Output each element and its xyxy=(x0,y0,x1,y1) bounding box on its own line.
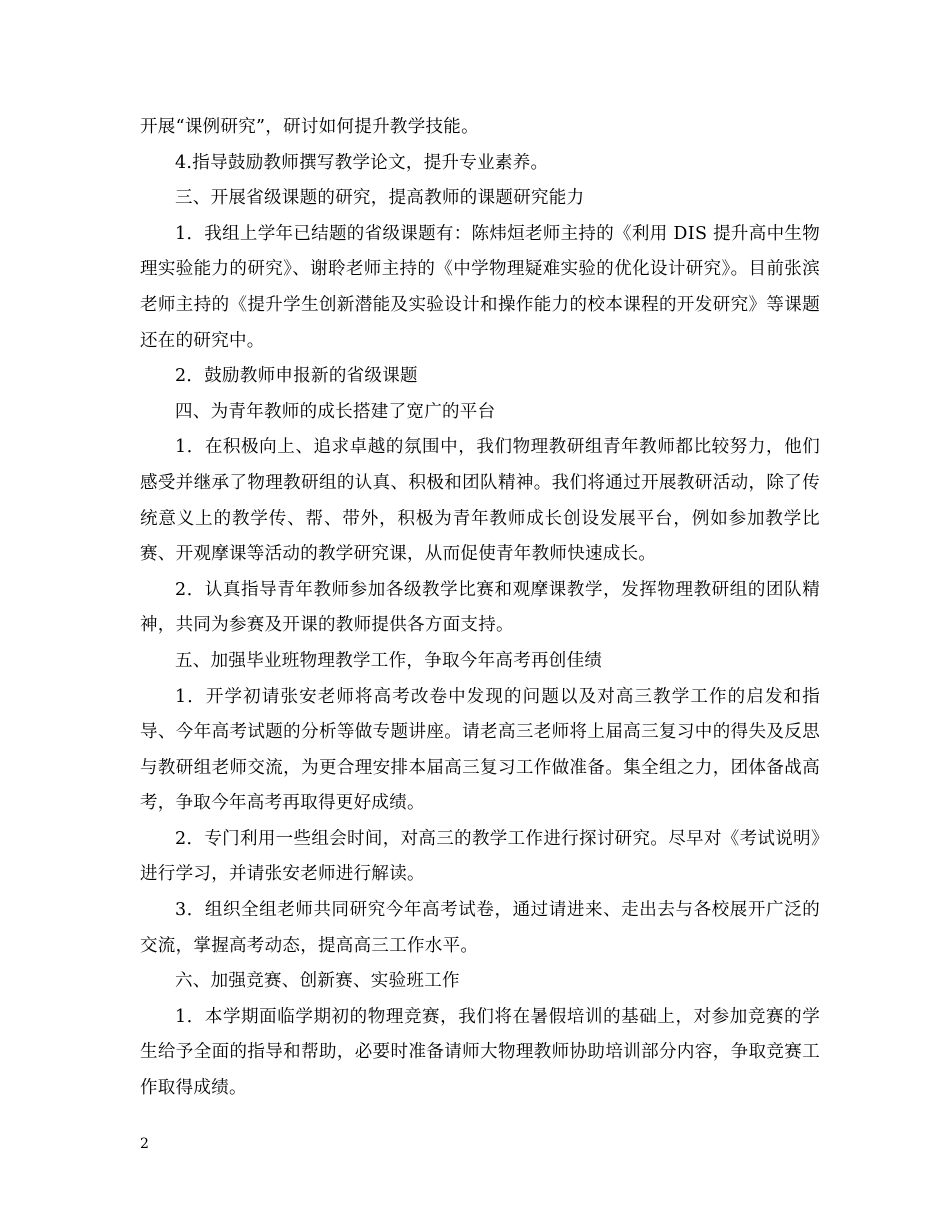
document-body xyxy=(140,110,820,1107)
paragraph: 1．在积极向上、追求卓越的氛围中，我们物理教研组青年教师都比较努力，他们感受并继承了物理教研组的认真、积极和团队精神。我们将通过开展教研活动，除了传统意义上的教学传、帮、带外，积极为青年教师成长创设发展平台，例如参加教学比赛、开观摩课等活动的教学研究课，从而促使青年教师快速成长。 xyxy=(140,437,820,565)
section-heading: 四、为青年教师的成长搭建了宽广的平台 xyxy=(175,401,496,422)
section-heading: 三、开展省级课题的研究，提高教师的课题研究能力 xyxy=(175,188,585,209)
paragraph: 1．开学初请张安老师将高考改卷中发现的问题以及对高三教学工作的启发和指导、今年高考试题的分析等做专题讲座。请老高三老师将上届高三复习中的得失及反思与教研组老师交流，为更合理安排本届高三复习工作做准备。集全组之力，团体备战高考，争取今年高考再取得更好成绩。 xyxy=(140,686,820,814)
paragraph: 4.指导鼓励教师撰写教学论文，提升专业素养。 xyxy=(175,152,549,173)
paragraph: 1．我组上学年已结题的省级课题有：陈炜烜老师主持的《利用 DIS 提升高中生物理实验能力的研究》、谢聆老师主持的《中学物理疑难实验的优化设计研究》。目前张滨老师主持的《提升学生创新潜能及实验设计和操作能力的校本课程的开发研究》等课题还在的研究中。 xyxy=(140,223,820,351)
paragraph: 2．认真指导青年教师参加各级教学比赛和观摩课教学，发挥物理教研组的团队精神，共同为参赛及开课的教师提供各方面支持。 xyxy=(140,579,820,636)
paragraph: 3．组织全组老师共同研究今年高考试卷，通过请进来、走出去与各校展开广泛的交流，掌握高考动态，提高高三工作水平。 xyxy=(140,900,820,956)
paragraph: 2．专门利用一些组会时间，对高三的教学工作进行探讨研究。尽早对《考试说明》进行学习，并请张安老师进行解读。 xyxy=(140,828,820,885)
paragraph: 2．鼓励教师申报新的省级课题 xyxy=(175,366,418,387)
paragraph: 1．本学期面临学期初的物理竞赛，我们将在暑假培训的基础上，对参加竞赛的学生给予全面的指导和帮助，必要时准备请师大物理教师协助培训部分内容，争取竞赛工作取得成绩。 xyxy=(140,1006,820,1099)
page-number: 2 xyxy=(140,1136,149,1152)
paragraph: 开展“课例研究”，研讨如何提升教学技能。 xyxy=(140,117,479,137)
section-heading: 五、加强毕业班物理教学工作，争取今年高考再创佳绩 xyxy=(175,650,603,671)
section-heading: 六、加强竞赛、创新赛、实验班工作 xyxy=(175,971,460,992)
